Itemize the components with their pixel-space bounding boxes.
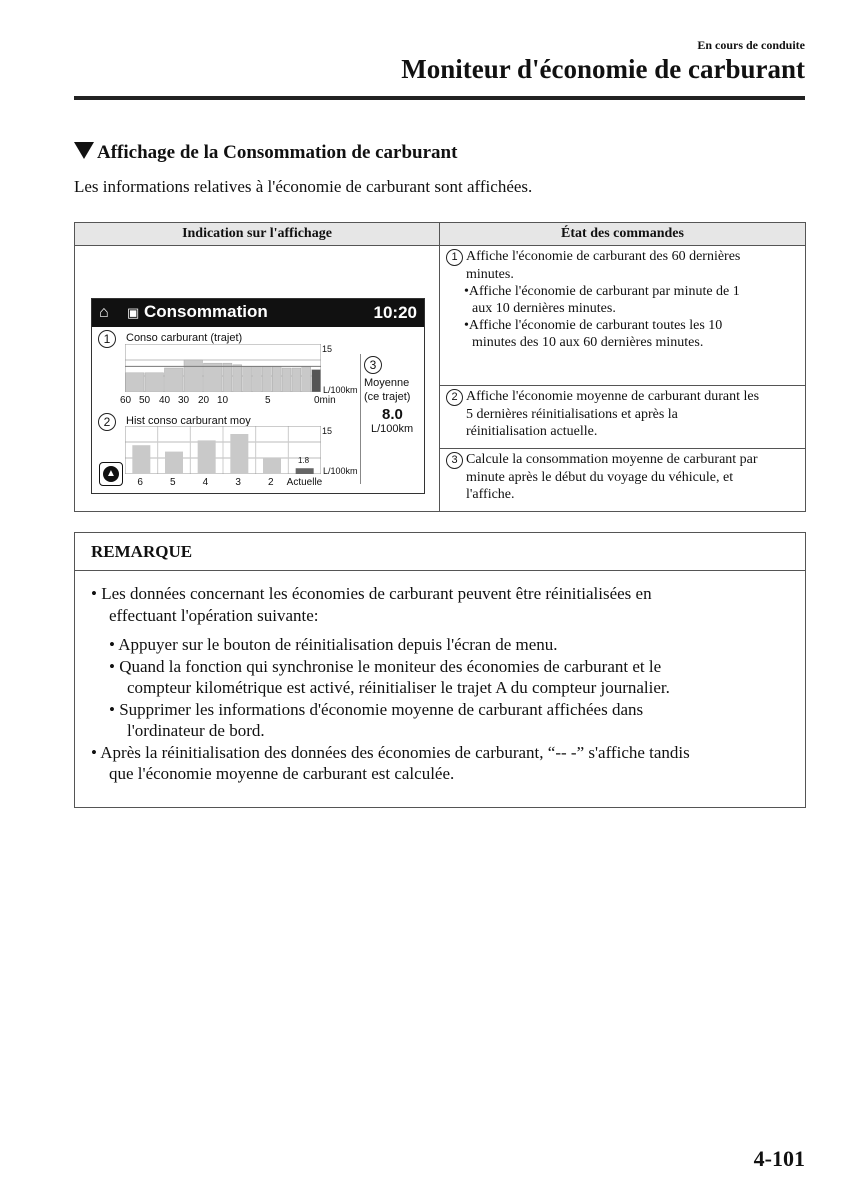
graph1-bar: [282, 368, 291, 392]
graph1-bar: [302, 366, 311, 392]
state-1-bullet-1b: aux 10 dernières minutes.: [472, 301, 616, 316]
divider-line: [360, 354, 361, 484]
graph2-xtick: 3: [235, 477, 241, 488]
remarque-item-3-line-0: • Supprimer les informations d'économie moyenne de carburant affichées dans: [109, 699, 644, 719]
graph1-ymax: 15: [322, 344, 333, 354]
graph1-bar: [262, 366, 271, 392]
screen-time: 10:20: [373, 303, 417, 322]
remarque-title: REMARQUE: [91, 542, 193, 561]
graph2-bar: [198, 440, 216, 474]
state-1-bullet-2: •Affiche l'économie de carburant toutes les 10: [464, 318, 723, 333]
graph2-xtick: 5: [170, 477, 176, 488]
graph2-bar: [230, 434, 248, 474]
state-2-line-2: 5 dernières réinitialisations et après la: [466, 407, 678, 422]
avg-line1: Moyenne: [364, 377, 410, 389]
graph2-label: Hist conso carburant moy: [126, 415, 251, 427]
state-2-line-3: réinitialisation actuelle.: [466, 424, 598, 439]
remarque-item-3-line-1: l'ordinateur de bord.: [127, 721, 265, 740]
home-icon: ⌂: [99, 304, 109, 321]
remarque-item-0-line-0: • Les données concernant les économies de carburant peuvent être réinitialisées en: [91, 584, 652, 603]
intro-text: Les informations relatives à l'économie de carburant sont affichées.: [74, 177, 533, 196]
graph1-xtick: 50: [139, 395, 151, 406]
state-num-2: 2: [446, 389, 463, 406]
marker-2: 2: [98, 413, 116, 431]
state-3-line-2: minute après le début du voyage du véhicule, et: [466, 470, 734, 485]
display-cell: [75, 246, 440, 512]
graph1-bar: [312, 370, 321, 392]
screen-header: [92, 299, 424, 327]
graph1-bar: [223, 363, 232, 392]
graph1-bar: [145, 373, 164, 392]
graph1-bar: [126, 373, 145, 392]
graph1-bar: [204, 363, 223, 392]
graph1-bar: [272, 366, 281, 392]
graph1-bar: [165, 368, 184, 392]
state-1-bullet-2b: minutes des 10 aux 60 dernières minutes.: [472, 335, 704, 350]
graph1-xtick: 30: [178, 395, 190, 406]
graph2-xtick: 2: [268, 477, 274, 488]
state-1-line-2: minutes.: [466, 267, 514, 282]
remarque-item-0-line-1: effectuant l'opération suivante:: [109, 605, 319, 625]
graph1-xtick: 5: [265, 395, 271, 406]
graph1-label: Conso carburant (trajet): [126, 332, 243, 344]
remarque-item-2-line-1: compteur kilométrique est activé, réinitialiser le trajet A du compteur journalier.: [127, 678, 670, 697]
state-row-1: [440, 246, 806, 386]
page-title: Moniteur d'économie de carburant: [401, 54, 805, 84]
chevron-up-icon: ▲: [103, 466, 119, 482]
state-1-line-1: Affiche l'économie de carburant des 60 dernières: [466, 249, 741, 264]
graph2-ymax: 15: [322, 426, 333, 436]
avg-line2: (ce trajet): [364, 391, 411, 403]
remarque-item-4-line-1: que l'économie moyenne de carburant est calculée.: [109, 764, 455, 783]
section-label: En cours de conduite: [697, 38, 805, 52]
info-table: [74, 222, 806, 512]
remarque-item-2-line-0: • Quand la fonction qui synchronise le moniteur des économies de carburant et le: [109, 656, 662, 676]
graph1-bar: [292, 368, 301, 392]
state-row-3: [440, 449, 806, 512]
fuel-icon: ▣: [127, 305, 140, 320]
reset-button[interactable]: [99, 462, 123, 486]
graph1-xtick: 0min: [314, 395, 336, 406]
subheading: [74, 142, 457, 164]
state-3-line-3: l'affiche.: [466, 487, 515, 502]
graph2-bar: [296, 468, 314, 474]
graph2-xtick: Actuelle: [286, 477, 323, 488]
state-row-2: [440, 386, 806, 449]
remarque-box: [74, 532, 806, 808]
graph2-xtick: 6: [137, 477, 143, 488]
col-header-state: État des commandes: [440, 223, 806, 246]
graph1-xtick: 10: [217, 395, 229, 406]
graph2-chart: [125, 426, 321, 474]
remarque-item-4-line-0: • Après la réinitialisation des données des économies de carburant, “-- -” s'affiche tandis: [91, 742, 690, 762]
triangle-down-icon: [74, 142, 94, 159]
subheading-text: Affichage de la Consommation de carburant: [97, 142, 458, 163]
graph1-bar: [233, 365, 242, 392]
graph2-bar: [132, 445, 150, 474]
graph2-unit: L/100km: [323, 466, 358, 476]
state-3-line-1: Calcule la consommation moyenne de carburant par: [466, 452, 758, 467]
remarque-header: [75, 533, 805, 571]
marker-1: 1: [98, 330, 116, 348]
avg-unit: L/100km: [371, 423, 414, 435]
graph1-xtick: 40: [159, 395, 171, 406]
graph2-current-value: 1.8: [298, 456, 310, 465]
graph1-xtick: 20: [198, 395, 210, 406]
avg-value: 8.0: [382, 406, 403, 423]
graph1-xtick: 60: [120, 395, 132, 406]
state-num-3: 3: [446, 452, 463, 469]
display-screen: [91, 298, 425, 494]
title-rule: [74, 96, 805, 100]
screen-title: Consommation: [144, 302, 268, 321]
graph1-unit: L/100km: [323, 385, 358, 395]
graph1-bar: [253, 366, 262, 392]
state-1-bullet-1: •Affiche l'économie de carburant par minute de 1: [464, 284, 740, 299]
state-2-line-1: Affiche l'économie moyenne de carburant durant les: [466, 389, 760, 404]
graph2-xtick: 4: [202, 477, 209, 488]
remarque-item-1-line-0: • Appuyer sur le bouton de réinitialisation depuis l'écran de menu.: [109, 635, 558, 654]
page-number: 4-101: [753, 1146, 805, 1171]
graph1-bar: [243, 366, 252, 392]
graph1-bar: [184, 360, 203, 392]
state-num-1: 1: [446, 249, 463, 266]
col-header-display: Indication sur l'affichage: [75, 223, 440, 246]
graph1-chart: [125, 344, 321, 392]
graph2-bar: [165, 452, 183, 474]
marker-3: 3: [364, 356, 382, 374]
graph2-bar: [263, 458, 281, 474]
